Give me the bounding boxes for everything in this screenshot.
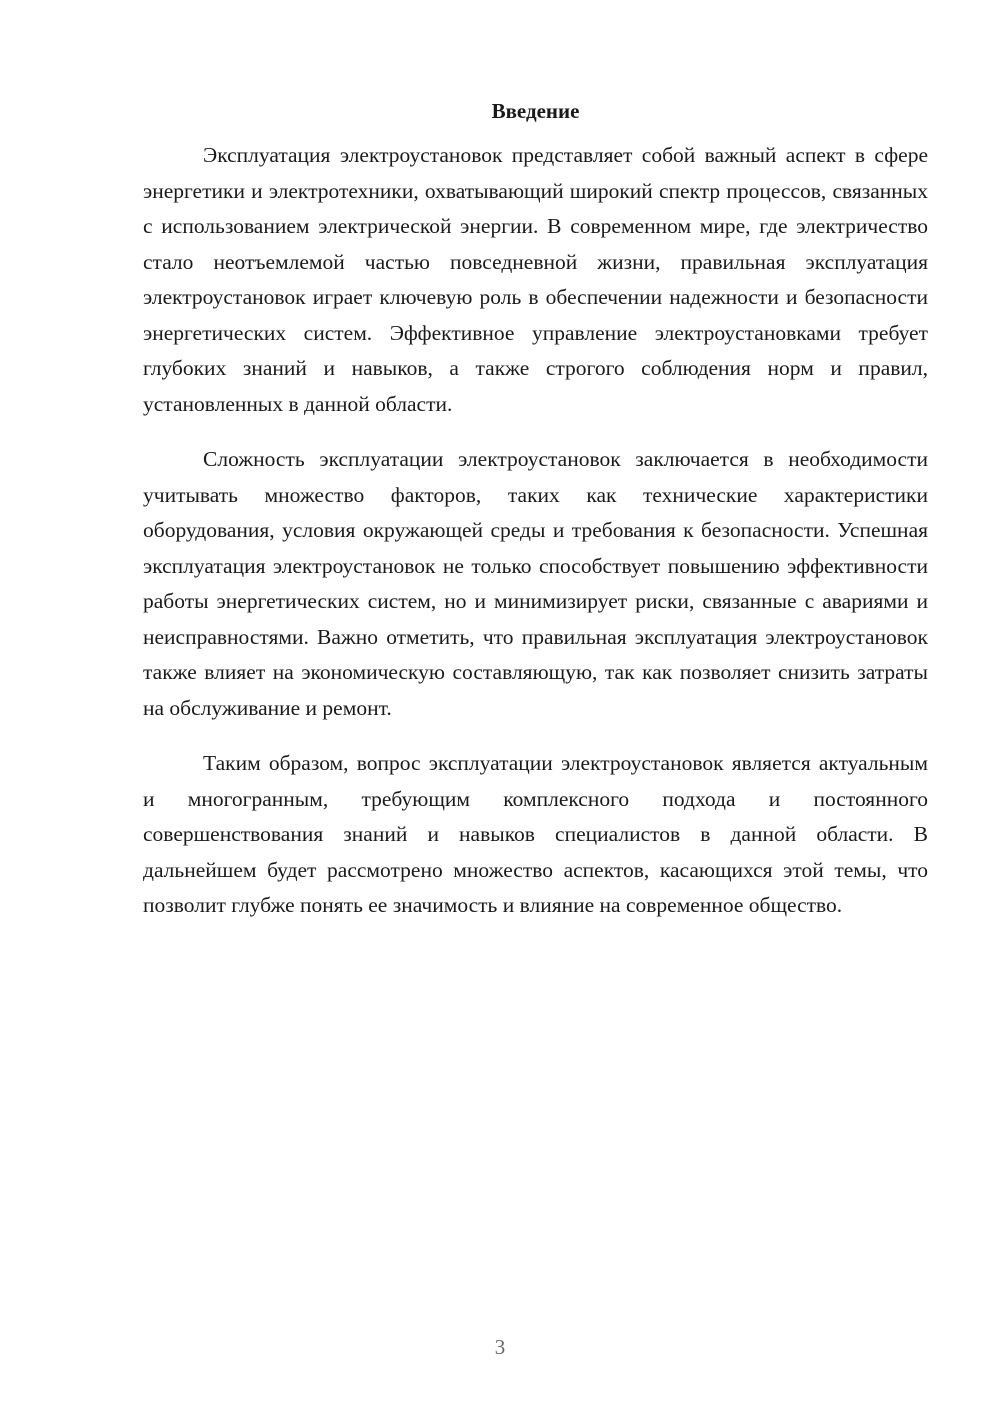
paragraph-1: Эксплуатация электроустановок представляет собой важный аспект в сфере энергетики и электротехники, охватывающий широкий спектр процессов, связанных с использованием электрической энергии. В современном мире, где электричество стало неотъемлемой частью повседневной жизни, правильная эксплуатация электроустановок играет ключевую роль в обеспечении надежности и безопасности энергетических систем. Эффективное управление электроустановками требует глубоких знаний и навыков, а также строгого соблюдения норм и правил, установленных в данной области. [143,143,928,416]
page-number: 3 [494,1335,506,1359]
section-heading: Введение [491,99,580,123]
page-content [143,96,928,944]
paragraph-2: Сложность эксплуатации электроустановок заключается в необходимости учитывать множество факторов, таких как технические характеристики оборудования, условия окружающей среды и требования к безопасности. Успешная эксплуатация электроустановок не только способствует повышению эффективности работы энергетических систем, но и минимизирует риски, связанные с авариями и неисправностями. Важно отметить, что правильная эксплуатация электроустановок также влияет на экономическую составляющую, так как позволяет снизить затраты на обслуживание и ремонт. [143,447,928,720]
paragraph-3: Таким образом, вопрос эксплуатации электроустановок является актуальным и многогранным, требующим комплексного подхода и постоянного совершенствования знаний и навыков специалистов в данной области. В дальнейшем будет рассмотрено множество аспектов, касающихся этой темы, что позволит глубже понять ее значимость и влияние на современное общество. [143,751,928,917]
